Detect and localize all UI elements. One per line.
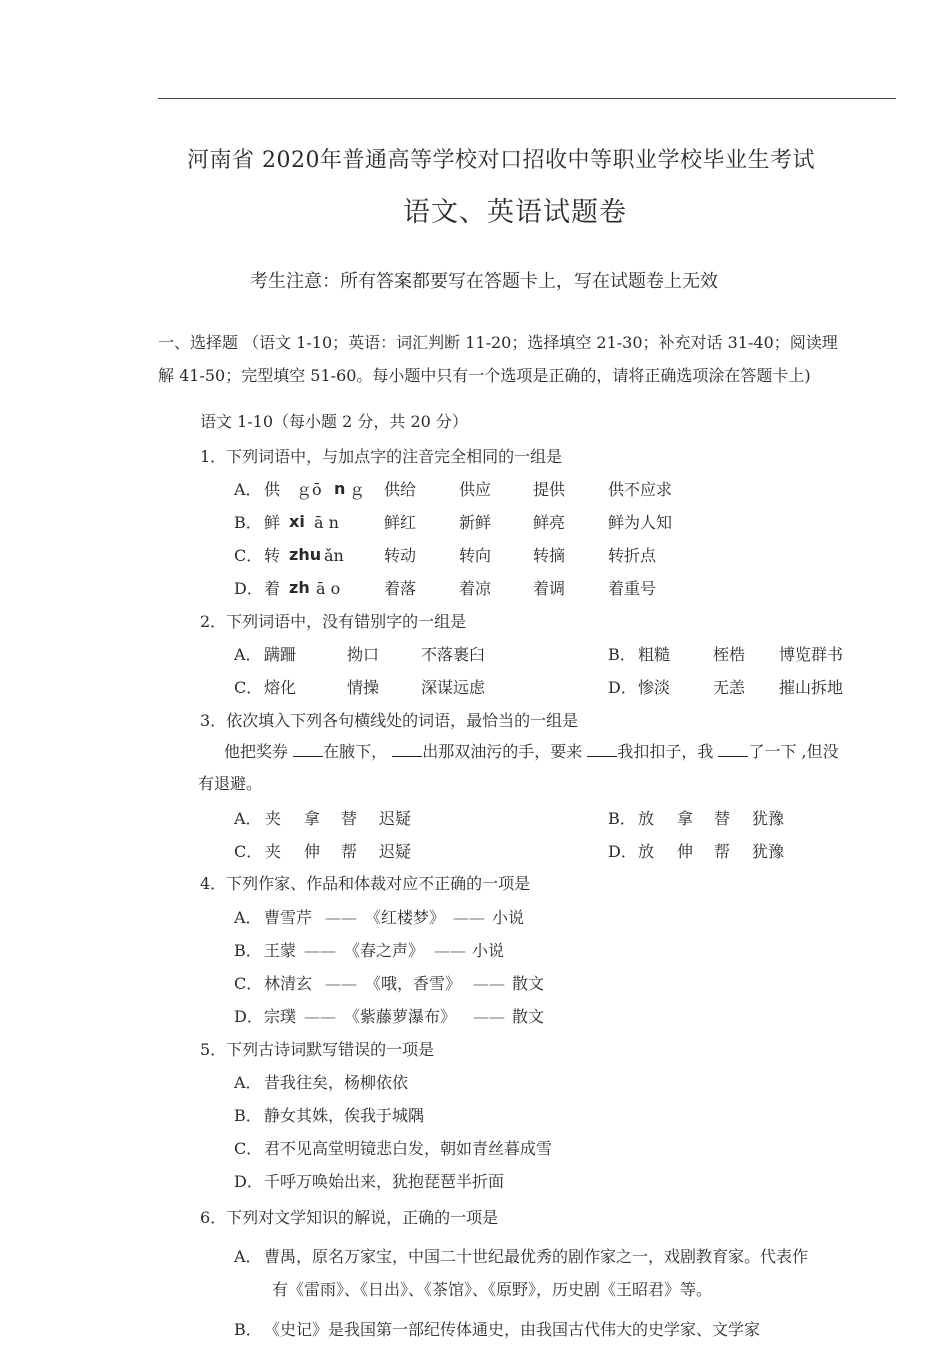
- genre: 小说: [472, 941, 505, 960]
- option-label: D．: [234, 579, 263, 598]
- option-label: A．: [234, 809, 262, 828]
- word: 放: [638, 809, 655, 828]
- word: 摧山拆地: [779, 678, 844, 697]
- author: 林清玄: [264, 974, 313, 993]
- word: 帮: [341, 842, 358, 861]
- word: 桎梏: [713, 645, 746, 664]
- work: 《春之声》: [344, 941, 425, 960]
- pinyin-part: ā n: [314, 513, 339, 532]
- word: 迟疑: [379, 809, 412, 828]
- word: 鲜红: [384, 513, 417, 532]
- option-text: 千呼万唤始出来，犹抱琵琶半折面: [264, 1172, 505, 1191]
- genre: 小说: [492, 908, 525, 927]
- pinyin-part: ǎn: [324, 546, 344, 565]
- word: 放: [638, 842, 655, 861]
- dash: ——: [473, 1007, 505, 1026]
- blank-4: [718, 741, 748, 757]
- dotted-char: 鲜: [264, 513, 281, 532]
- word: 着重号: [608, 579, 657, 598]
- option-text: 曹禺，原名万家宝，中国二十世纪最优秀的剧作家之一，戏剧教育家。代表作: [264, 1247, 809, 1266]
- q3-sentence-line2: 有退避。: [198, 774, 263, 793]
- word: 提供: [533, 480, 566, 499]
- section1-subheading: 语文 1-10（每小题 2 分，共 20 分）: [200, 412, 468, 431]
- q3-stem: 3．依次填入下列各句横线处的词语，最恰当的一组是: [200, 711, 579, 730]
- q2-stem: 2．下列词语中，没有错别字的一组是: [200, 612, 467, 631]
- exam-subtitle: 语文、英语试题卷: [403, 197, 627, 228]
- pinyin-part: zh: [289, 578, 310, 597]
- q4-stem: 4．下列作家、作品和体裁对应不正确的一项是: [200, 874, 531, 893]
- dash: ——: [325, 908, 357, 927]
- option-label: C．: [234, 546, 263, 565]
- word: 替: [341, 809, 358, 828]
- genre: 散文: [512, 974, 545, 993]
- option-label: C．: [234, 678, 263, 697]
- work: 《红楼梦》: [365, 908, 446, 927]
- option-text: 《史记》是我国第一部纪传体通史，由我国古代伟大的史学家、文学家: [264, 1320, 761, 1339]
- option-label: C．: [234, 842, 263, 861]
- word: 转折点: [608, 546, 657, 565]
- word: 供给: [384, 480, 417, 499]
- q6-stem: 6．下列对文学知识的解说，正确的一项是: [200, 1208, 499, 1227]
- work: 《哦，香雪》: [365, 974, 462, 993]
- q3-sentence: 他把奖券 在腋下， 出那双油污的手，要来 我扣扣子，我 了一下 ,但没: [224, 742, 839, 761]
- word: 着凉: [459, 579, 492, 598]
- option-label: B．: [608, 645, 636, 664]
- author: 曹雪芹: [264, 908, 313, 927]
- option-label: B．: [234, 941, 262, 960]
- word: 伸: [304, 842, 321, 861]
- dash: ——: [304, 941, 336, 960]
- pinyin-part: ā o: [316, 579, 341, 598]
- word: 迟疑: [379, 842, 412, 861]
- word: 蹒跚: [264, 645, 297, 664]
- word: 转动: [384, 546, 417, 565]
- option-label: A．: [234, 1247, 262, 1266]
- option-label: A．: [234, 480, 262, 499]
- option-text-cont: 有《雷雨》、《日出》、《茶馆》、《原野》，历史剧《王昭君》等。: [272, 1280, 713, 1299]
- genre: 散文: [512, 1007, 545, 1026]
- pinyin-part: ｇō: [296, 480, 322, 499]
- option-text: 君不见高堂明镜悲白发，朝如青丝暮成雪: [264, 1139, 553, 1158]
- option-text: 静女其姝，俟我于城隅: [264, 1106, 425, 1125]
- exam-title: 河南省 2020年普通高等学校对口招收中等职业学校毕业生考试: [187, 148, 815, 173]
- word: 转向: [459, 546, 492, 565]
- word: 犹豫: [752, 809, 785, 828]
- dash: ——: [434, 941, 466, 960]
- option-label: B．: [234, 513, 262, 532]
- dash: ——: [473, 974, 505, 993]
- word: 惨淡: [638, 678, 671, 697]
- dash: ——: [325, 974, 357, 993]
- word: 熔化: [264, 678, 297, 697]
- word: 拗口: [347, 645, 380, 664]
- word: 新鲜: [459, 513, 492, 532]
- exam-notice: 考生注意：所有答案都要写在答题卡上，写在试题卷上无效: [250, 271, 718, 292]
- word: 博览群书: [779, 645, 844, 664]
- option-label: C．: [234, 974, 263, 993]
- option-label: D．: [234, 1172, 263, 1191]
- section1-intro-line2: 解 41-50；完型填空 51-60。每小题中只有一个选项是正确的，请将正确选项涂在答题卡上): [158, 366, 811, 385]
- word: 鲜亮: [533, 513, 566, 532]
- blank-2: [392, 741, 422, 757]
- word: 无恙: [713, 678, 746, 697]
- word: 夹: [265, 842, 282, 861]
- word: 着落: [384, 579, 417, 598]
- section1-intro-line1: 一、选择题 （语文 1-10；英语：词汇判断 11-20；选择填空 21-30；补充对话 31-40；阅读理: [158, 333, 838, 352]
- word: 不落裹臼: [421, 645, 486, 664]
- dash: ——: [304, 1007, 336, 1026]
- dotted-char: 供: [264, 480, 281, 499]
- word: 供应: [459, 480, 492, 499]
- word: 帮: [714, 842, 731, 861]
- pinyin-part: xi: [289, 512, 305, 531]
- word: 伸: [677, 842, 694, 861]
- blank-1: [293, 741, 323, 757]
- dash: ——: [453, 908, 485, 927]
- option-label: D．: [608, 678, 637, 697]
- author: 宗璞: [264, 1007, 297, 1026]
- top-rule: [158, 98, 896, 99]
- word: 转摘: [533, 546, 566, 565]
- author: 王蒙: [264, 941, 297, 960]
- option-label: B．: [234, 1106, 262, 1125]
- option-label: B．: [234, 1320, 262, 1339]
- word: 供不应求: [608, 480, 673, 499]
- dotted-char: 转: [264, 546, 281, 565]
- option-label: D．: [608, 842, 637, 861]
- word: 拿: [677, 809, 694, 828]
- work: 《紫藤萝瀑布》: [344, 1007, 457, 1026]
- word: 犹豫: [752, 842, 785, 861]
- word: 情操: [347, 678, 380, 697]
- word: 着调: [533, 579, 566, 598]
- pinyin-part: zhu: [289, 545, 322, 564]
- q1-stem: 1．下列词语中，与加点字的注音完全相同的一组是: [200, 447, 563, 466]
- word: 拿: [304, 809, 321, 828]
- option-label: B．: [608, 809, 636, 828]
- word: 夹: [265, 809, 282, 828]
- option-text: 昔我往矣，杨柳依依: [264, 1073, 409, 1092]
- word: 深谋远虑: [421, 678, 486, 697]
- word: 鲜为人知: [608, 513, 673, 532]
- option-label: A．: [234, 908, 262, 927]
- word: 粗糙: [638, 645, 671, 664]
- q5-stem: 5．下列古诗词默写错误的一项是: [200, 1040, 435, 1059]
- pinyin-part: ｇ: [349, 480, 366, 499]
- option-label: A．: [234, 1073, 262, 1092]
- word: 替: [714, 809, 731, 828]
- option-label: C．: [234, 1139, 263, 1158]
- dotted-char: 着: [264, 579, 281, 598]
- option-label: A．: [234, 645, 262, 664]
- blank-3: [587, 741, 617, 757]
- pinyin-part: n: [334, 479, 346, 498]
- option-label: D．: [234, 1007, 263, 1026]
